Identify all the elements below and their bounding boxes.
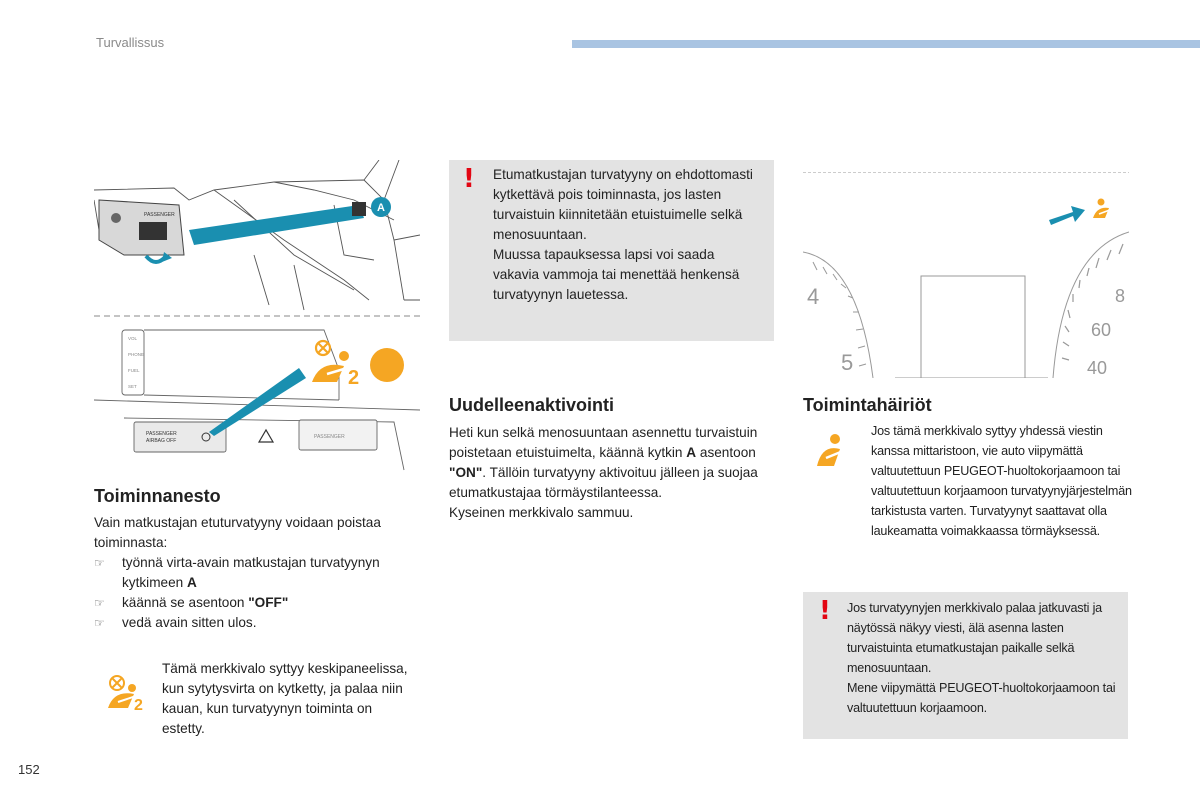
svg-text:PHONE: PHONE [128,352,145,357]
section-title-toiminnanesto: Toiminnanesto [94,486,221,506]
section-title-uudelleenaktivointi: Uudelleenaktivointi [449,395,615,415]
key-slot-illustration [99,200,184,255]
svg-text:VOL: VOL [128,336,138,341]
instrument-cluster-figure [803,172,1129,378]
warning-box-top [449,160,774,341]
warning-lamp-illustration [370,348,404,382]
svg-text:SET: SET [128,384,137,389]
dashboard-illustration [94,160,420,476]
toiminnanesto-body [94,513,424,633]
passenger-airbag-switch-figure [94,160,420,476]
warning-top-text: Etumatkustajan turvatyyny on ehdottomasti kytkettävä pois toiminnasta, jos lasten turvaistuin kiinnitetään etuistuimelle selkä menosuuntaan. Muussa tapauksessa lapsi voi saada vakavia vammoja tai menettää henkensä turvatyynyn lauetessa. [493,167,753,302]
pointer-arrow-icon [1049,206,1085,225]
instrument-cluster-illustration [803,172,1129,378]
svg-text:8: 8 [1115,286,1126,306]
svg-text:4: 4 [807,284,820,309]
svg-text:PASSENGER: PASSENGER [314,434,345,440]
svg-text:A: A [377,202,385,214]
toiminnanesto-intro: Vain matkustajan etuturvatyyny voidaan poistaa toiminnasta: [94,515,381,550]
airbag-warning-icon [814,432,850,473]
hand-pointer-icon: ☞ [94,556,105,570]
bullet-item: ☞ käännä se asentoon "OFF" [94,593,424,613]
svg-text:AIRBAG OFF: AIRBAG OFF [146,438,177,444]
icon-note-text: Tämä merkkivalo syttyy keskipaneelissa, kun sytytysvirta on kytketty, ja palaa niin kauan, kun turvatyynyn toiminta on estetty. [162,661,408,736]
airbag-warning-icon [1093,199,1115,219]
bullet-item: ☞ työnnä virta-avain matkustajan turvatyynyn kytkimeen A [94,555,380,590]
svg-text:5: 5 [841,350,854,375]
header-accent-bar [572,40,1200,48]
warning-box-bottom [803,592,1128,739]
svg-text:PASSENGER: PASSENGER [146,431,177,437]
svg-text:2: 2 [348,367,360,389]
uudelleenaktivointi-body: Heti kun selkä menosuuntaan asennettu turvaistuin poistetaan etuistuimelta, käännä kytkin A asentoon "ON". Tällöin turvatyyny aktivoituu jälleen ja suojaa etumatkustajaa törmäystilanteessa. Kyseinen merkkivalo sammuu. [449,425,758,520]
hand-pointer-icon: ☞ [94,616,105,630]
svg-text:PASSENGER: PASSENGER [144,212,175,218]
exclamation-icon: ! [463,164,475,194]
section-label: Turvallissus [96,35,165,50]
page-number: 152 [18,762,40,777]
bullet-item: ☞ vedä avain sitten ulos. [94,613,424,633]
svg-text:40: 40 [1087,358,1108,378]
svg-text:2: 2 [134,697,143,712]
toimintahairiot-body: Jos tämä merkkivalo syttyy yhdessä viestin kanssa mittaristoon, vie auto viipymättä valtuutettuun PEUGEOT-huoltokorjaamoon tai valtuutettuun korjaamoon turvatyynyjärjestelmän tarkistusta varten. Turvatyynyt saattavat olla laukeamatta voimakkaassa törmäyksessä. [871,424,1132,538]
airbag-off-warning-icon [104,674,150,717]
warning-bottom-text: Jos turvatyynyjen merkkivalo palaa jatkuvasti ja näytössä näkyy viesti, älä asenna lasten turvaistuinta etumatkustajan paikalle selkä menosuuntaan. Mene viipymättä PEUGEOT-huoltokorjaamoon tai valtuutettuun korjaamoon. [847,601,1116,715]
exclamation-icon: ! [819,596,831,626]
hand-pointer-icon: ☞ [94,596,105,610]
airbag-off-icon [312,341,359,389]
svg-text:60: 60 [1091,320,1112,340]
svg-text:FUEL: FUEL [128,368,140,373]
section-title-toimintahairiot: Toimintahäiriöt [803,395,932,415]
